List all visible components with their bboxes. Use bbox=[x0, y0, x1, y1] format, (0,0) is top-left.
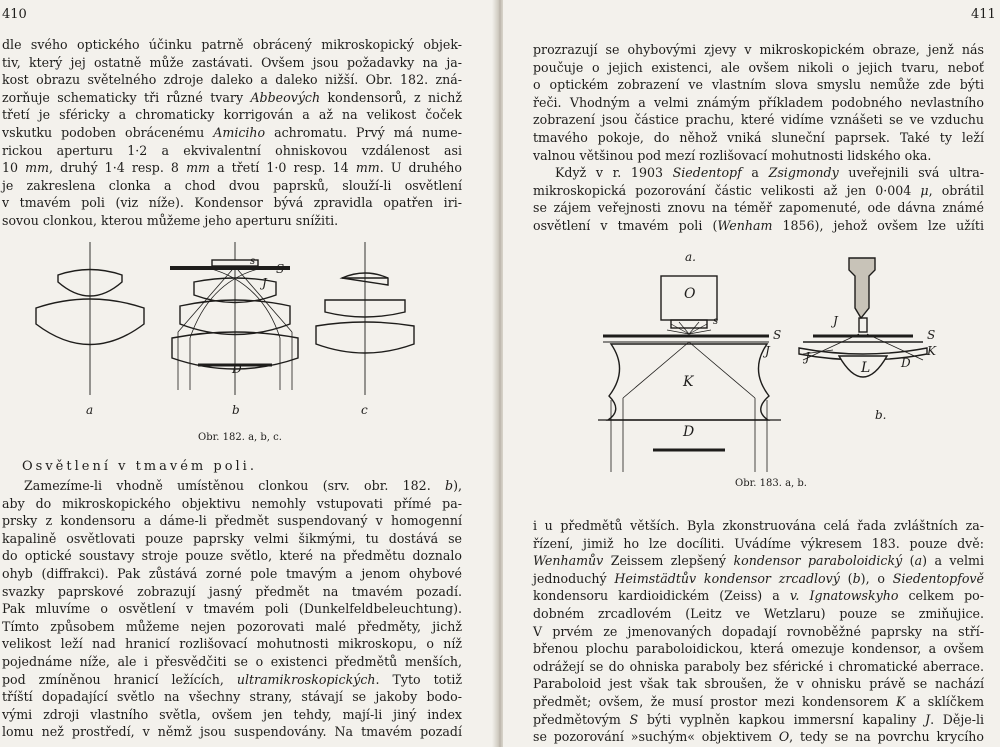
figure-label-O: O bbox=[684, 286, 696, 302]
text-line: se pozorování »suchým« objektivem O, tedy se na povrchu krycího bbox=[533, 729, 984, 745]
text-line: lomu než prostředí, v němž jsou suspendovány. Na tmavém pozadí bbox=[2, 724, 462, 740]
page-number: 410 bbox=[2, 7, 27, 22]
text-line: valnou většinou pod mezí rozlišovací mohutnosti lidského oka. bbox=[533, 147, 932, 163]
text-line: rickou aperturu 1·2 a ekvivalentní ohniskovou vzdálenost asi bbox=[2, 142, 462, 158]
text-line: kost obrazu světelného zdroje daleko a daleko nižší. Obr. 182. zná- bbox=[2, 72, 462, 88]
figure-label-s: s bbox=[713, 316, 719, 327]
figure-label-b: b. bbox=[875, 408, 887, 422]
text-line: Když v r. 1903 Siedentopf a Zsigmondy uveřejnili svá ultra- bbox=[555, 165, 985, 181]
text-line: v tmavém poli (viz níže). Kondensor bývá zpravidla opatřen iri- bbox=[2, 195, 462, 211]
text-line: 10 mm, druhý 1·4 resp. 8 mm a třetí 1·0 resp. 14 mm. U druhého bbox=[2, 160, 462, 176]
figure-label-K: K bbox=[927, 344, 936, 358]
text-line: svazky paprskové zobrazují jasný předmět na tmavém pozadí. bbox=[2, 583, 462, 599]
left-page bbox=[0, 0, 497, 747]
figure-label-b: b bbox=[232, 403, 240, 417]
figure-label-c: c bbox=[361, 403, 368, 417]
text-line: kapalině osvětlovati pouze paprsky velmi šikmými, tu dostává se bbox=[2, 530, 462, 546]
text-line: Paraboloid jest však tak sbroušen, že v ohnisku právě se nachází bbox=[533, 676, 984, 692]
text-line: pojednáme níže, ale i přesvědčiti se o existenci předmětů menších, bbox=[2, 653, 462, 669]
text-line: řízení, jimiž ho lze docíliti. Uvádíme výkresem 183. pouze dvě: bbox=[533, 535, 984, 551]
text-line: se zájem veřejnosti znovu na téměř zapomenuté, ode dávna známé bbox=[533, 200, 984, 216]
text-line: mikroskopická pozorování částic velikosti až jen 0·004 μ, obrátil bbox=[533, 182, 984, 198]
figure-label-s: s bbox=[250, 256, 256, 267]
text-line: dobném zrcadlovém (Leitz ve Wetzlaru) pouze se zmiňujice. bbox=[533, 605, 984, 621]
text-line: vskutku podoben obrácenému Amiciho achromatu. Prvý má nume- bbox=[2, 124, 462, 140]
paragraph bbox=[533, 41, 984, 235]
text-line: Zamezíme-li vhodně umístěnou clonkou (srv. obr. 182. b), bbox=[24, 478, 462, 493]
text-line: velikost leží nad hranicí rozlišovací mohutnosti mikroskopu, o níž bbox=[2, 636, 462, 652]
text-line: zobrazení jsou částice prachu, které vidíme vznášeti se ve vzduchu bbox=[533, 112, 984, 128]
text-line: dle svého optického účinku patrně obrácený mikroskopický objek- bbox=[2, 37, 462, 52]
text-line: aby do mikroskopického objektivu nemohly vstupovati přímé pa- bbox=[2, 495, 462, 511]
text-line: řeči. Vhodným a velmi známým příkladem podobného nevlastního bbox=[533, 94, 984, 110]
text-line: je zakreslena clonka a chod dvou paprsků, slouží-li osvětlení bbox=[2, 177, 462, 193]
text-line: do optické soustavy stroje pouze světlo, které na předmětu doznalo bbox=[2, 548, 462, 564]
text-line: o optickém zobrazení ve vlastním slova smyslu nemůže zde býti bbox=[533, 77, 984, 93]
figure-label-a: a bbox=[86, 403, 94, 417]
figure-label-L: L bbox=[861, 360, 871, 376]
text-line: poučuje o jejich existenci, ale ovšem nikoli o jejich tvaru, neboť bbox=[533, 59, 984, 75]
text-line: břenou plochu paraboloidickou, která omezuje kondensor, a ovšem bbox=[533, 641, 984, 657]
text-line: Pak mluvíme o osvětlení v tmavém poli (Dunkelfeldbeleuchtung). bbox=[2, 601, 462, 617]
text-line: kondensoru kardioidickém (Zeiss) a v. Ignatowskyho celkem po- bbox=[533, 588, 985, 604]
paragraph bbox=[2, 477, 462, 741]
text-line: Tímto způsobem můžeme nejen pozorovati malé předměty, jichž bbox=[2, 618, 462, 634]
page-number: 411 bbox=[971, 7, 996, 22]
text-line: třetí je sféricky a chromaticky korrigován a až na velikost čoček bbox=[2, 107, 462, 123]
figure-label-S: S bbox=[276, 262, 285, 276]
text-line: zorňuje schematicky tři různé tvary Abbeových kondensorů, z nichž bbox=[2, 89, 462, 105]
text-line: pod zmíněnou hranicí ležících, ultramikroskopických. Tyto totiž bbox=[2, 671, 462, 687]
text-line: i u předmětů větších. Byla zkonstruována celá řada zvláštních za- bbox=[533, 518, 984, 533]
text-line: sovou clonkou, kterou můžeme jeho aperturu snížiti. bbox=[2, 212, 339, 228]
figure-182 bbox=[0, 240, 497, 420]
figure-label-D: D bbox=[683, 424, 695, 440]
text-line: odrážejí se do ohniska paraboly bez sférické i chromatické aberrace. bbox=[533, 658, 984, 674]
text-line: předmět; ovšem, že musí prostor mezi kondensorem K a sklíčkem bbox=[533, 693, 985, 709]
figure-label-K: K bbox=[683, 374, 694, 390]
text-line: tmavého pokoje, do něhož vniká sluneční paprsek. Také ty leží bbox=[533, 129, 984, 145]
text-line: jednoduchý Heimstädtův kondensor zrcadlový (b), o Siedentopfově bbox=[533, 570, 984, 586]
text-line: tiv, který jej ostatně může zastávati. Ovšem jsou požadavky na ja- bbox=[2, 54, 462, 70]
section-heading: Osvětlení v tmavém poli. bbox=[22, 459, 257, 474]
figure-label-D: D bbox=[232, 362, 242, 376]
figure-label-J: J bbox=[765, 344, 770, 358]
figure-caption: Obr. 182. a, b, c. bbox=[198, 432, 282, 443]
text-line: tříští dopadající světlo na všechny strany, stávají se jakoby bodo- bbox=[2, 689, 462, 705]
figure-label-S: S bbox=[927, 328, 936, 342]
paragraph bbox=[533, 517, 984, 746]
text-line: prozrazují se ohybovými zjevy v mikroskopickém obraze, jenž nás bbox=[533, 42, 984, 57]
figure-label-J: J bbox=[833, 314, 838, 328]
figure-label-S: S bbox=[773, 328, 782, 342]
text-line: ohyb (diffrakci). Pak zůstává zorné pole tmavým a jenom ohybové bbox=[2, 565, 462, 581]
text-line: osvětlení v tmavém poli (Wenham 1856), jehož ovšem lze užíti bbox=[533, 217, 984, 233]
text-line: prsky z kondensoru a dáme-li předmět suspendovaný v homogenní bbox=[2, 513, 462, 529]
figure-label-a: a. bbox=[685, 250, 696, 264]
text-line: Wenhamův Zeissem zlepšený kondensor paraboloidický (a) a velmi bbox=[533, 553, 984, 569]
figure-label-J: J bbox=[262, 276, 267, 290]
paragraph bbox=[2, 36, 462, 230]
figure-caption: Obr. 183. a, b. bbox=[735, 478, 807, 489]
figure-label-D: D bbox=[901, 356, 911, 370]
text-line: předmětovým S býti vyplněn kapkou immersní kapaliny J. Děje-li bbox=[533, 711, 985, 727]
text-line: V prvém ze jmenovaných dopadají rovnoběžné paprsky na stří- bbox=[533, 623, 984, 639]
right-page bbox=[503, 0, 1000, 747]
figure-label-J: J bbox=[805, 350, 810, 364]
figure-183 bbox=[503, 250, 1000, 480]
text-line: vými zdroji vlastního světla, ovšem jen tehdy, mají-li jiný index bbox=[2, 706, 462, 722]
